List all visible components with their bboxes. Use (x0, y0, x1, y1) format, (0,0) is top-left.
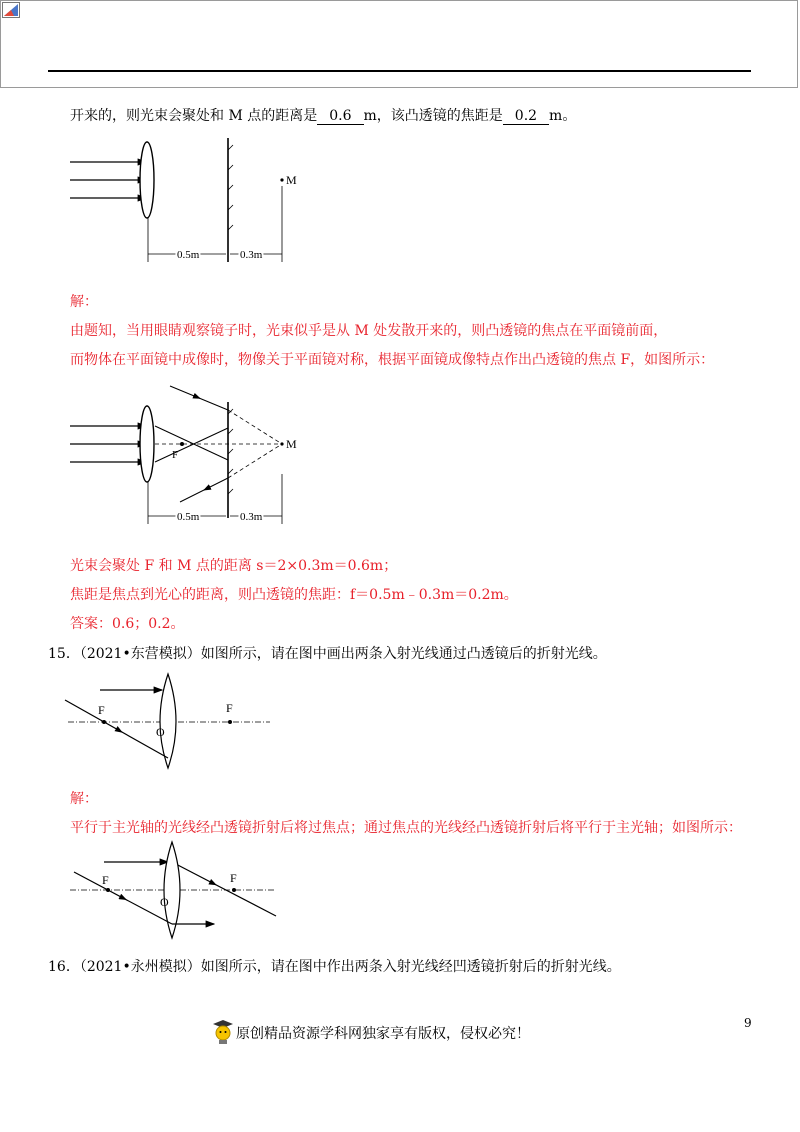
point-m (280, 178, 283, 181)
solution-paragraph: 由题知，当用眼睛观察镜子时，光束似乎是从 M 处发散开来的，则凸透镜的焦点在平面镜前面， (70, 323, 668, 339)
header-rule (48, 70, 751, 72)
text-segment: m。 (549, 108, 577, 124)
page-number: 9 (744, 1016, 752, 1030)
label-o: O (160, 895, 169, 909)
figure-focal-point (60, 378, 320, 528)
blank-answer-1: 0.6 (317, 109, 363, 125)
figure-convex-lens-question (60, 670, 280, 770)
footer-text: 原创精品资源学科网独家享有版权，侵权必究！ (236, 1026, 530, 1042)
label-distance-03: 0.3m (240, 249, 263, 261)
text-segment: 开来的，则光束会聚处和 M 点的距离是 (70, 108, 318, 124)
header-frame (0, 0, 798, 88)
label-distance-05: 0.5m (177, 511, 200, 523)
solution-paragraph: 光束会聚处 F 和 M 点的距离 s＝2×0.3m＝0.6m； (70, 558, 398, 574)
text-segment: m，该凸透镜的焦距是 (363, 108, 503, 124)
label-f-right: F (226, 701, 233, 715)
label-distance-05: 0.5m (177, 249, 200, 261)
footer (210, 1018, 530, 1046)
question-15: 15．（2021•东营模拟）如图所示，请在图中画出两条入射光线通过凸透镜后的折射光线。 (48, 646, 607, 662)
answer-text: 答案：0.6；0.2。 (70, 616, 185, 632)
label-m: M (286, 173, 297, 187)
question-16: 16．（2021•永州模拟）如图所示，请在图中作出两条入射光线经凹透镜折射后的折射光线。 (48, 959, 621, 975)
solution-heading: 解： (70, 791, 98, 807)
point-m (280, 442, 283, 445)
figure-lens-mirror (60, 130, 320, 270)
doc-logo-icon (2, 2, 20, 18)
label-o: O (156, 725, 165, 739)
answer-line (70, 107, 576, 125)
label-m: M (286, 437, 297, 451)
mascot-icon (210, 1018, 236, 1046)
solution-paragraph: 焦距是焦点到光心的距离，则凸透镜的焦距：f＝0.5m﹣0.3m＝0.2m。 (70, 587, 518, 603)
label-f-left: F (98, 703, 105, 717)
label-f-left: F (102, 873, 109, 887)
figure-convex-lens-answer (64, 838, 284, 942)
point-f (180, 442, 184, 446)
solution-paragraph: 而物体在平面镜中成像时，物像关于平面镜对称，根据平面镜成像特点作出凸透镜的焦点 F，如图所示： (70, 352, 715, 368)
label-f: F (172, 449, 179, 461)
blank-answer-2: 0.2 (503, 109, 549, 125)
solution-paragraph: 平行于主光轴的光线经凸透镜折射后将过焦点；通过焦点的光线经凸透镜折射后将平行于主光轴；如图所示： (70, 820, 742, 836)
label-f-right: F (230, 871, 237, 885)
label-distance-03: 0.3m (240, 511, 263, 523)
solution-heading: 解： (70, 294, 98, 310)
